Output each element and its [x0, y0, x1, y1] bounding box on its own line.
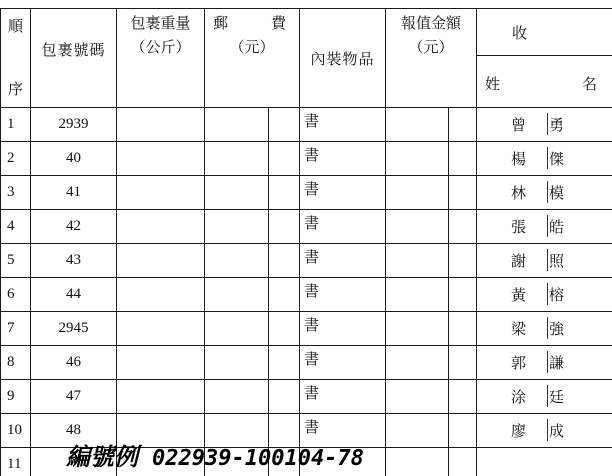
recipient-name-cell — [477, 312, 612, 346]
parcel-ledger-table — [0, 8, 612, 476]
declared-extra-cell — [449, 312, 477, 346]
contents-cell: 書 — [300, 108, 386, 142]
parcel-no-cell: 40 — [31, 142, 117, 176]
weight-cell — [117, 244, 205, 278]
stamp-label: 編號例 — [66, 442, 138, 471]
declared-value-cell — [386, 108, 449, 142]
recipient-name-cell — [477, 142, 612, 176]
contents-cell: 書 — [300, 414, 386, 448]
recipient-name-cell — [477, 448, 612, 476]
declared-extra-cell — [449, 448, 477, 476]
declared-value-cell — [386, 142, 449, 176]
seq-cell: 2 — [1, 142, 31, 176]
recipient-given-name: 強 — [549, 320, 565, 338]
weight-cell — [117, 142, 205, 176]
recipient-given-name: 榕 — [549, 286, 565, 304]
recipient-name-cell — [477, 210, 612, 244]
parcel-no-cell: 2939 — [31, 108, 117, 142]
parcel-no-cell: 48 — [31, 414, 117, 448]
postage-cell — [205, 210, 269, 244]
postage-cell — [205, 346, 269, 380]
postage-cell — [205, 142, 269, 176]
seq-header-bottom: 序 — [7, 80, 23, 98]
postage-cell — [205, 380, 269, 414]
recipient-name-cell — [477, 346, 612, 380]
postage-extra-cell — [269, 380, 300, 414]
stamp-code: 022939-100104-78 — [152, 446, 364, 471]
recipient-name-cell — [477, 380, 612, 414]
seq-cell: 9 — [1, 380, 31, 414]
declared-value-cell — [386, 278, 449, 312]
recipient-surname: 曾 — [511, 116, 527, 134]
weight-cell — [117, 278, 205, 312]
postage-header-right: 費 — [271, 14, 287, 32]
declared-value-cell — [386, 414, 449, 448]
parcel-no-cell: 47 — [31, 380, 117, 414]
parcel-no-cell: 2945 — [31, 312, 117, 346]
contents-cell: 書 — [300, 380, 386, 414]
recipient-given-name: 照 — [549, 252, 565, 270]
weight-cell — [117, 312, 205, 346]
postage-cell — [205, 312, 269, 346]
contents-cell: 書 — [300, 346, 386, 380]
redaction-mark — [547, 215, 548, 237]
recipient-surname: 郭 — [511, 354, 527, 372]
seq-header-top: 順 — [7, 17, 23, 35]
declared-extra-cell — [449, 278, 477, 312]
recipient-given-name: 廷 — [549, 388, 565, 406]
recipient-name-cell — [477, 108, 612, 142]
postage-header-line1 — [205, 11, 299, 35]
declared-value-header — [386, 9, 477, 108]
postage-extra-cell — [269, 278, 300, 312]
table-row — [1, 278, 612, 312]
declared-extra-cell — [449, 414, 477, 448]
seq-cell: 1 — [1, 108, 31, 142]
postage-extra-cell — [269, 176, 300, 210]
contents-cell: 書 — [300, 210, 386, 244]
numbering-example-stamp — [66, 437, 364, 472]
weight-cell — [117, 380, 205, 414]
declared-extra-cell — [449, 346, 477, 380]
postage-extra-cell — [269, 244, 300, 278]
postage-cell — [205, 176, 269, 210]
postage-header-unit: （元） — [229, 38, 275, 56]
table-row — [1, 244, 612, 278]
redaction-mark — [547, 385, 548, 407]
name-header — [477, 56, 612, 108]
table-row — [1, 380, 612, 414]
declared-value-cell — [386, 448, 449, 476]
table-row — [1, 312, 612, 346]
seq-cell: 6 — [1, 278, 31, 312]
parcel-no-cell: 44 — [31, 278, 117, 312]
seq-cell: 8 — [1, 346, 31, 380]
table-row — [1, 142, 612, 176]
recipient-name-cell — [477, 414, 612, 448]
postage-header — [205, 9, 300, 108]
postage-cell — [205, 278, 269, 312]
ledger-body — [1, 108, 612, 476]
postage-extra-cell — [269, 210, 300, 244]
recipient-surname: 廖 — [511, 422, 527, 440]
postage-extra-cell — [269, 346, 300, 380]
weight-cell — [117, 108, 205, 142]
receiver-header: 收 — [477, 9, 612, 56]
table-row — [1, 210, 612, 244]
contents-cell: 書 — [300, 244, 386, 278]
recipient-given-name: 模 — [549, 184, 565, 202]
parcel-no-header: 包裹號碼 — [31, 9, 117, 108]
redaction-mark — [547, 249, 548, 271]
declared-extra-cell — [449, 380, 477, 414]
table-row — [1, 176, 612, 210]
seq-cell: 7 — [1, 312, 31, 346]
postage-header-left: 郵 — [213, 14, 229, 32]
recipient-surname: 黃 — [511, 286, 527, 304]
declared-value-cell — [386, 210, 449, 244]
recipient-surname: 楊 — [511, 150, 527, 168]
weight-header-line2: （公斤） — [130, 38, 191, 56]
postage-extra-cell — [269, 142, 300, 176]
recipient-surname: 謝 — [511, 252, 527, 270]
declared-extra-cell — [449, 176, 477, 210]
redaction-mark — [547, 283, 548, 305]
declared-extra-cell — [449, 210, 477, 244]
declared-value-cell — [386, 346, 449, 380]
surname-label: 姓 — [485, 75, 501, 93]
redaction-mark — [547, 181, 548, 203]
weight-cell — [117, 210, 205, 244]
postage-cell — [205, 108, 269, 142]
recipient-surname: 梁 — [511, 320, 527, 338]
recipient-given-name: 謙 — [549, 354, 565, 372]
table-row — [1, 346, 612, 380]
declared-value-cell — [386, 244, 449, 278]
recipient-surname: 涂 — [511, 388, 527, 406]
seq-cell: 11 — [1, 448, 31, 476]
contents-cell: 書 — [300, 278, 386, 312]
redaction-mark — [547, 419, 548, 441]
parcel-no-cell: 46 — [31, 346, 117, 380]
recipient-name-cell — [477, 176, 612, 210]
redaction-mark — [547, 351, 548, 373]
declared-value-cell — [386, 380, 449, 414]
recipient-given-name: 皓 — [549, 218, 565, 236]
seq-header — [1, 9, 31, 108]
recipient-name-cell — [477, 244, 612, 278]
weight-header — [117, 9, 205, 108]
seq-cell: 10 — [1, 414, 31, 448]
recipient-given-name: 成 — [549, 422, 565, 440]
contents-cell: 書 — [300, 312, 386, 346]
redaction-mark — [547, 317, 548, 339]
declared-value-cell — [386, 312, 449, 346]
recipient-surname: 張 — [511, 218, 527, 236]
contents-header: 內裝物品 — [300, 9, 386, 108]
seq-cell: 5 — [1, 244, 31, 278]
declared-extra-cell — [449, 108, 477, 142]
parcel-no-cell: 43 — [31, 244, 117, 278]
seq-cell: 4 — [1, 210, 31, 244]
postage-extra-cell — [269, 108, 300, 142]
declared-extra-cell — [449, 142, 477, 176]
declared-value-cell — [386, 176, 449, 210]
table-row — [1, 108, 612, 142]
declared-header-line1: 報值金額 — [401, 14, 462, 32]
parcel-no-cell: 42 — [31, 210, 117, 244]
declared-header-line2: （元） — [408, 38, 454, 56]
declared-extra-cell — [449, 244, 477, 278]
recipient-given-name: 勇 — [549, 116, 565, 134]
header-row — [1, 9, 612, 56]
contents-cell: 書 — [300, 176, 386, 210]
weight-header-line1: 包裹重量 — [130, 14, 191, 32]
given-name-label: 名 — [582, 75, 598, 93]
weight-cell — [117, 176, 205, 210]
contents-cell: 書 — [300, 142, 386, 176]
recipient-name-cell — [477, 278, 612, 312]
weight-cell — [117, 346, 205, 380]
postage-extra-cell — [269, 312, 300, 346]
redaction-mark — [547, 113, 548, 135]
parcel-no-cell: 41 — [31, 176, 117, 210]
recipient-given-name: 傑 — [549, 150, 565, 168]
recipient-surname: 林 — [511, 184, 527, 202]
redaction-mark — [547, 147, 548, 169]
seq-cell: 3 — [1, 176, 31, 210]
postage-cell — [205, 244, 269, 278]
